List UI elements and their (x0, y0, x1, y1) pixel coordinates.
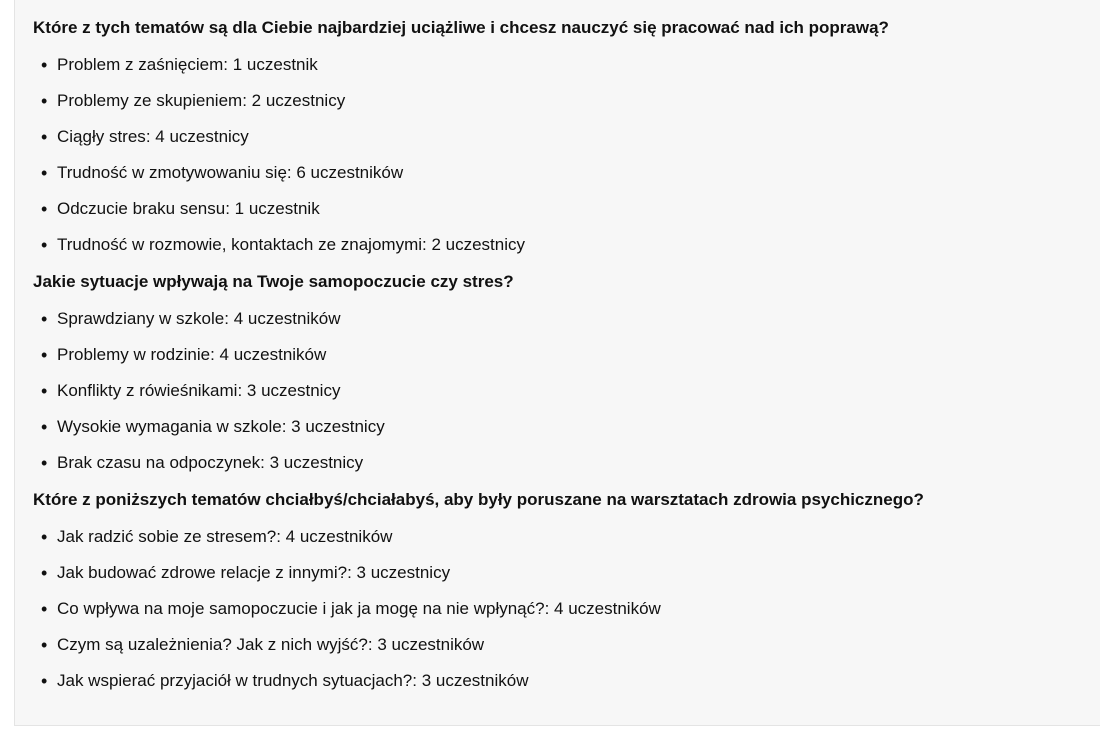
list-item: • Ciągły stres : 4 uczestnicy (33, 119, 1083, 155)
section-3-list (33, 519, 1083, 699)
bullet-icon: • (41, 91, 48, 111)
item-count: 1 uczestnik (232, 55, 318, 74)
list-item: • Jak wspierać przyjaciół w trudnych sytuacjach? : 3 uczestników (33, 663, 1083, 699)
item-label: Trudność w zmotywowaniu się (57, 163, 287, 182)
item-count: 3 uczestnicy (291, 417, 385, 436)
item-count: 6 uczestników (296, 163, 404, 182)
item-label: Sprawdziany w szkole (57, 309, 225, 328)
item-label: Problemy ze skupieniem (57, 91, 243, 110)
list-item: • Konflikty z rówieśnikami : 3 uczestnicy (33, 373, 1083, 409)
section-2-list (33, 301, 1083, 481)
bullet-icon: • (41, 345, 48, 365)
section-2-heading: Jakie sytuacje wpływają na Twoje samopoczucie czy stres? (33, 272, 514, 291)
survey-results (33, 17, 1083, 699)
section-1-heading: Które z tych tematów są dla Ciebie najbardziej uciążliwe i chcesz nauczyć się pracować nad ich poprawą? (33, 18, 889, 37)
item-count: 4 uczestnicy (155, 127, 249, 146)
item-count: 1 uczestnik (234, 199, 320, 218)
bullet-icon: • (41, 235, 48, 255)
item-label: Konflikty z rówieśnikami (57, 381, 238, 400)
section-1-list (33, 47, 1083, 263)
list-item: • Odczucie braku sensu : 1 uczestnik (33, 191, 1083, 227)
list-item: • Sprawdziany w szkole : 4 uczestników (33, 301, 1083, 337)
item-label: Co wpływa na moje samopoczucie i jak ja mogę na nie wpłynąć? (57, 599, 545, 618)
item-count: 3 uczestników (421, 671, 529, 690)
bullet-icon: • (41, 635, 48, 655)
item-label: Problemy w rodzinie (57, 345, 211, 364)
bullet-icon: • (41, 563, 48, 583)
list-item: • Jak budować zdrowe relacje z innymi? : 3 uczestnicy (33, 555, 1083, 591)
item-label: Jak radzić sobie ze stresem? (57, 527, 277, 546)
item-label: Trudność w rozmowie, kontaktach ze znajomymi (57, 235, 423, 254)
item-count: 3 uczestnicy (356, 563, 451, 582)
item-count: 4 uczestników (285, 527, 393, 546)
item-count: 3 uczestnicy (246, 381, 341, 400)
item-count: 3 uczestnicy (269, 453, 364, 472)
content-panel (14, 0, 1100, 726)
bullet-icon: • (41, 417, 48, 437)
bullet-icon: • (41, 453, 48, 473)
bullet-icon: • (41, 309, 48, 329)
item-count: 4 uczestników (233, 309, 341, 328)
list-item: • Trudność w zmotywowaniu się : 6 uczestników (33, 155, 1083, 191)
list-item: • Problemy ze skupieniem : 2 uczestnicy (33, 83, 1083, 119)
list-item: • Problem z zaśnięciem : 1 uczestnik (33, 47, 1083, 83)
list-item: • Wysokie wymagania w szkole : 3 uczestnicy (33, 409, 1083, 445)
list-item: • Problemy w rodzinie : 4 uczestników (33, 337, 1083, 373)
item-count: 2 uczestnicy (431, 235, 526, 254)
list-item: • Brak czasu na odpoczynek : 3 uczestnicy (33, 445, 1083, 481)
item-label: Odczucie braku sensu (57, 199, 226, 218)
item-label: Ciągły stres (57, 127, 146, 146)
bullet-icon: • (41, 381, 48, 401)
bullet-icon: • (41, 127, 48, 147)
item-count: 2 uczestnicy (251, 91, 346, 110)
list-item: • Co wpływa na moje samopoczucie i jak ja mogę na nie wpłynąć? : 4 uczestników (33, 591, 1083, 627)
bullet-icon: • (41, 599, 48, 619)
item-label: Problem z zaśnięciem (57, 55, 224, 74)
item-count: 4 uczestników (219, 345, 327, 364)
item-count: 3 uczestników (377, 635, 485, 654)
item-count: 4 uczestników (554, 599, 661, 618)
bullet-icon: • (41, 163, 48, 183)
list-item: • Trudność w rozmowie, kontaktach ze znajomymi : 2 uczestnicy (33, 227, 1083, 263)
bullet-icon: • (41, 55, 48, 75)
item-label: Czym są uzależnienia? Jak z nich wyjść? (57, 635, 368, 654)
list-item: • Jak radzić sobie ze stresem? : 4 uczestników (33, 519, 1083, 555)
bullet-icon: • (41, 199, 48, 219)
item-label: Wysokie wymagania w szkole (57, 417, 282, 436)
item-label: Jak wspierać przyjaciół w trudnych sytuacjach? (57, 671, 413, 690)
section-3-heading: Które z poniższych tematów chciałbyś/chciałabyś, aby były poruszane na warsztatach zdrowia psychicznego? (33, 490, 924, 509)
item-label: Jak budować zdrowe relacje z innymi? (57, 563, 348, 582)
item-label: Brak czasu na odpoczynek (57, 453, 261, 472)
bullet-icon: • (41, 527, 48, 547)
bullet-icon: • (41, 671, 48, 691)
list-item: • Czym są uzależnienia? Jak z nich wyjść? : 3 uczestników (33, 627, 1083, 663)
